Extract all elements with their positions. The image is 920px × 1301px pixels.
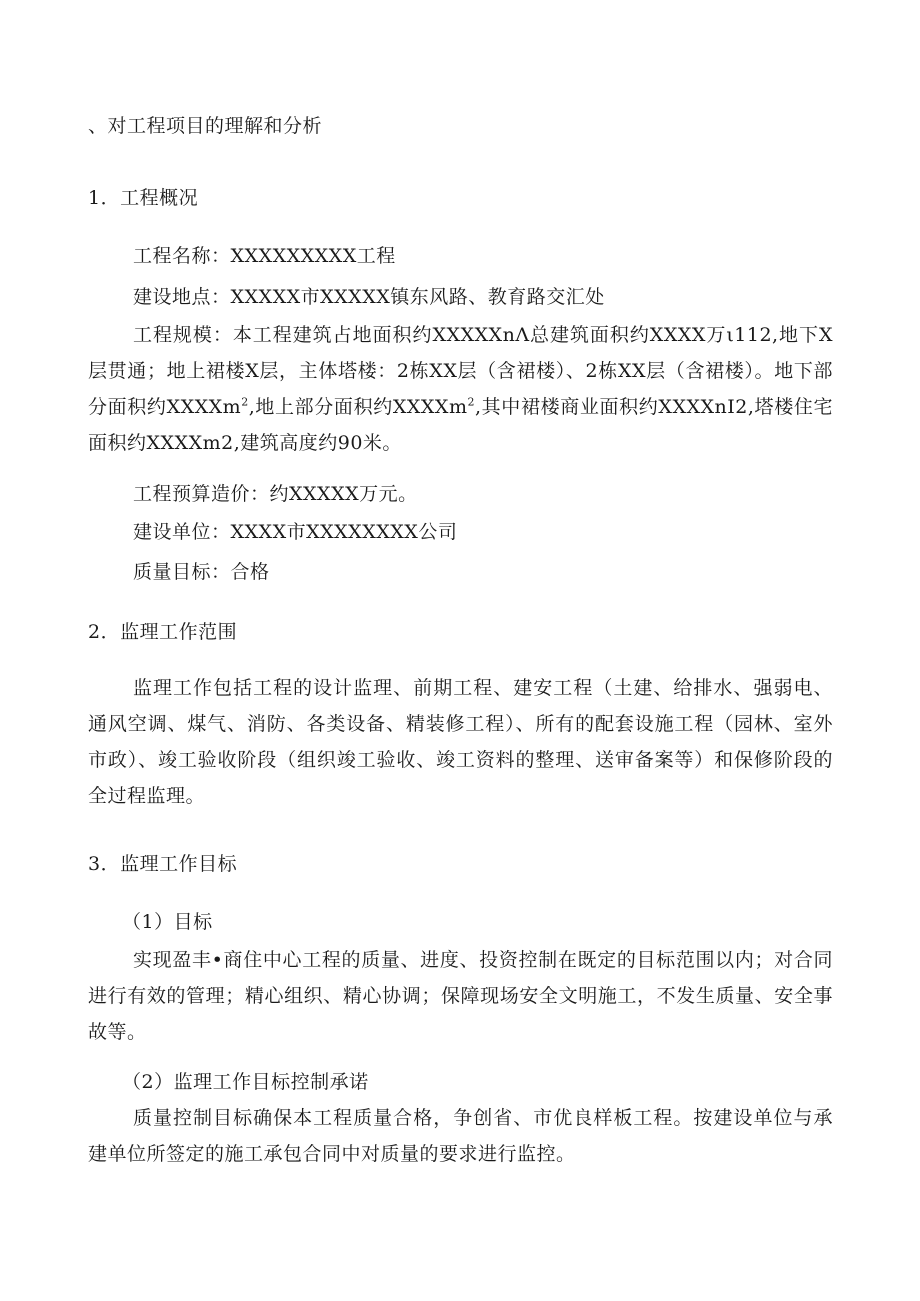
section-1-title: 1．工程概况: [88, 187, 199, 209]
subsection-1-title: （1）目标: [122, 911, 213, 933]
project-scale-text-a: 工程规模：本工程建筑占地面积约XXXXXnΛ总建筑面积约XXXX万ι112,地下X层贯通；地上裙楼X层，主体塔楼：2栋XX层（含裙楼）、2栋XX层（含裙楼）。地下部分面积约XXXXm: [88, 324, 833, 418]
project-location-line: 建设地点：XXXXX市XXXXX镇东风路、教育路交汇处: [133, 286, 605, 308]
commitment-paragraph: 质量控制目标确保本工程质量合格，争创省、市优良样板工程。按建设单位与承建单位所签定的施工承包合同中对质量的要求进行监控。: [88, 1107, 833, 1165]
project-scale-paragraph: [88, 317, 833, 461]
project-budget-line: 工程预算造价：约XXXXX万元。: [133, 483, 418, 505]
project-owner-line: 建设单位：XXXX市XXXXXXXX公司: [133, 521, 458, 543]
scope-paragraph: 监理工作包括工程的设计监理、前期工程、建安工程（土建、给排水、强弱电、通风空调、煤气、消防、各类设备、精装修工程）、所有的配套设施工程（园林、室外市政）、竣工验收阶段（组织竣工验收、竣工资料的整理、送审备案等）和保修阶段的全过程监理。: [88, 677, 833, 807]
project-name-line: 工程名称：XXXXXXXXX工程: [133, 245, 396, 267]
objective-paragraph: 实现盈丰•商住中心工程的质量、进度、投资控制在既定的目标范围以内；对合同进行有效的管理；精心组织、精心协调；保障现场安全文明施工，不发生质量、安全事故等。: [88, 949, 833, 1043]
document-heading: 、对工程项目的理解和分析: [88, 115, 323, 137]
section-3-title: 3．监理工作目标: [88, 853, 238, 875]
project-scale-text-b: ,地上部分面积约XXXXm: [248, 396, 468, 418]
project-scale-sup-2: 2: [467, 395, 475, 409]
subsection-2-title: （2）监理工作目标控制承诺: [122, 1071, 369, 1093]
project-scale-text-c: ,其中裙楼商业面积约XXXXnI2,塔楼住宅面积约XXXXm2,建筑高度约90米。: [88, 396, 833, 454]
project-quality-line: 质量目标：合格: [133, 561, 270, 583]
section-2-title: 2．监理工作范围: [88, 621, 238, 643]
project-scale-sup-1: 2: [241, 395, 249, 409]
